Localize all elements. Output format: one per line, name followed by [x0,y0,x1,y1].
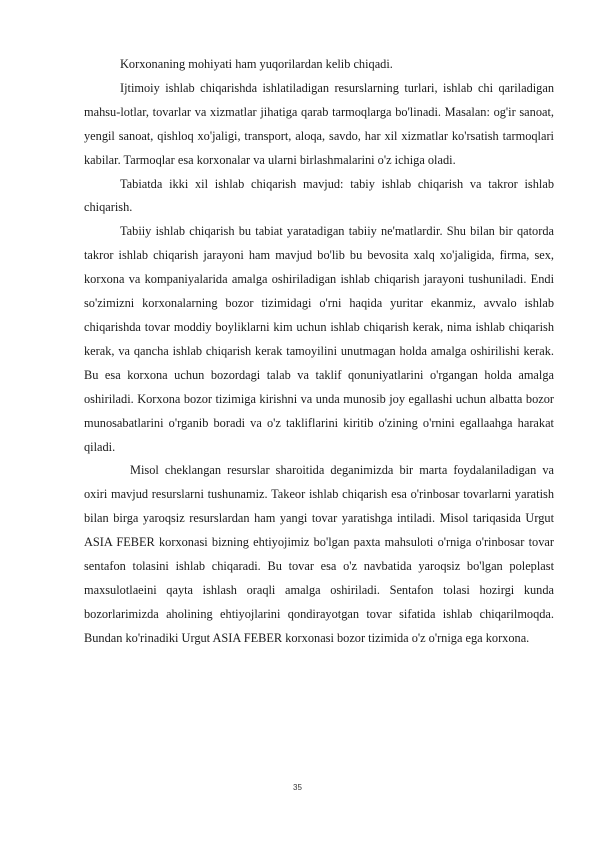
paragraph-natural-production: Tabiiy ishlab chiqarish bu tabiat yaratadigan tabiiy ne'matlardir. Shu bilan bir qatorda takror ishlab chiqarish jarayoni ham mavjud bo'lib bu bevosita xalq xo'jaligida, firma, sex, korxona va kompaniyalarida amalga oshiriladigan ishlab chiqarish jarayoni tushuniladi. Endi so'zimizni korxonalarning bozor tizimidagi o'rni haqida yuritar ekanmiz, avvalo ishlab chiqarishda tovar moddiy boyliklarni kim uchun ishlab chiqarish kerak, nima ishlab chiqarish kerak, va qancha ishlab chiqarish kerak tamoyilini unutmagan holda amalga oshirilishi kerak. Bu esa korxona uchun bozordagi talab va taklif qonuniyatlarini o'rgangan holda amalga oshiriladi. Korxona bozor tizimiga kirishni va unda munosib joy egallashi uchun albatta bozor munosabatlarini o'rganib boradi va o'z takliflarini kiritib o'zining o'rnini egallaahga harakat qiladi. [84,224,554,454]
paragraph-industries: Ijtimoiy ishlab chiqarishda ishlatiladigan resurslarning turlari, ishlab chi qariladigan mahsu-lotlar, tovarlar va xizmatlar jihatiga qarab tarmoqlarga bo'linadi. Masalan: og'ir sanoat, yengil sanoat, qishloq xo'jaligi, transport, aloqa, savdo, har xil xizmatlar ko'rsatish tarmoqlari kabilar. Tarmoqlar esa korxonalar va ularni birlashmalarini o'z ichiga oladi. [84,80,554,167]
page-number: 35 [293,783,302,792]
paragraph-production-types: Tabiatda ikki xil ishlab chiqarish mavjud: tabiy ishlab chiqarish va takror ishlab chiqarish. [84,176,554,215]
paragraph-intro: Korxonaning mohiyati ham yuqorilardan kelib chiqadi. [120,57,393,71]
document-page [84,53,554,651]
paragraph-example: Misol cheklangan resurslar sharoitida deganimizda bir marta foydalaniladigan va oxiri mavjud resurslarni tushunamiz. Takeor ishlab chiqarish esa o'rinbosar tovarlarni yaratish bilan birga yaroqsiz resurslardan ham yangi tovar yaratishga intiladi. Misol tariqasida Urgut ASIA FEBER korxonasi bizning ehtiyojimiz bo'lgan paxta mahsuloti o'rniga o'rinbosar tovar sentafon tolasini ishlab chiqaradi. Bu tovar esa o'z navbatida yaroqsiz bo'lgan poleplast maxsulotlaeini qayta ishlash oraqli amalga oshiriladi. Sentafon tolasi hozirgi kunda bozorlarimizda aholining ehtiyojlarini qondirayotgan tovar sifatida ishlab chiqarilmoqda. Bundan ko'rinadiki Urgut ASIA FEBER korxonasi bozor tizimida o'z o'rniga ega korxona. [84,463,554,645]
